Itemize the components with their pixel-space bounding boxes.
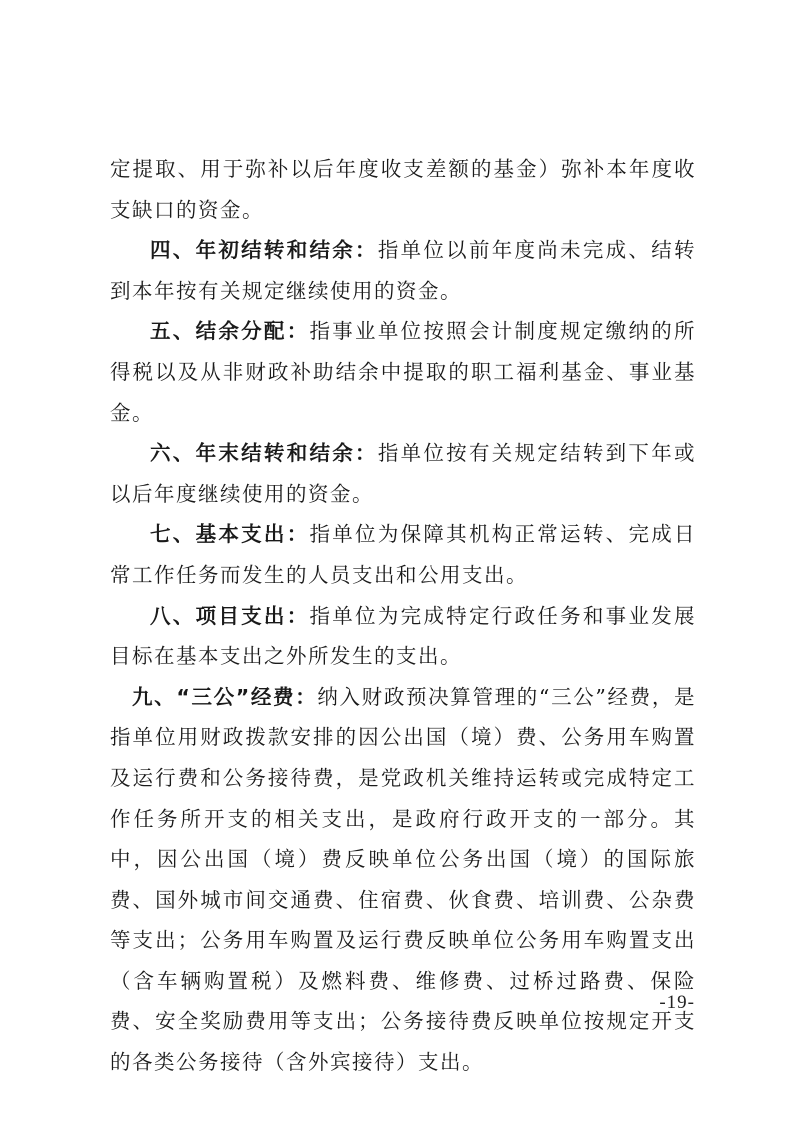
page-number: -19- xyxy=(659,992,695,1013)
body-text xyxy=(110,149,696,1083)
paragraph-three-public-expenses xyxy=(110,677,696,1083)
paragraph-project-expenditure xyxy=(110,596,696,677)
paragraph-text: 纳入财政预决算管理的“三公”经费，是指单位用财政拨款安排的因公出国（境）费、公务用车购置及运行费和公务接待费，是党政机关维持运转或完成特定工作任务所开支的相关支出，是政府行政开支的一部分。其中，因公出国（境）费反映单位公务出国（境）的国际旅费、国外城市间交通费、住宿费、伙食费、培训费、公杂费等支出；公务用车购置及运行费反映单位公务用车购置支出（含车辆购置税）及燃料费、维修费、过桥过路费、保险费、安全奖励费用等支出；公务接待费反映单位按规定开支的各类公务接待（含外宾接待）支出。 xyxy=(110,684,696,1075)
paragraph-text: 指单位为完成特定行政任务和事业发展目标在基本支出之外所发生的支出。 xyxy=(110,603,697,669)
paragraph-year-start-carryover xyxy=(110,230,696,311)
term-heading: 六、年末结转和结余： xyxy=(150,441,378,466)
term-heading: 八、项目支出： xyxy=(150,603,310,628)
term-heading: 五、结余分配： xyxy=(150,319,310,344)
paragraph-text: 定提取、用于弥补以后年度收支差额的基金）弥补本年度收支缺口的资金。 xyxy=(110,157,696,222)
paragraph-text: 指单位按有关规定结转到下年或以后年度继续使用的资金。 xyxy=(110,441,697,506)
paragraph-basic-expenditure xyxy=(110,514,696,595)
term-heading: 四、年初结转和结余： xyxy=(150,238,378,263)
paragraph-surplus-distribution xyxy=(110,311,696,433)
term-heading: 七、基本支出： xyxy=(150,522,310,547)
paragraph-text: 指事业单位按照会计制度规定缴纳的所得税以及从非财政补助结余中提取的职工福利基金、事业基金。 xyxy=(110,319,697,425)
paragraph-year-end-carryover xyxy=(110,433,696,514)
term-heading: 九、“三公”经费： xyxy=(132,684,318,709)
paragraph-text: 指单位以前年度尚未完成、结转到本年按有关规定继续使用的资金。 xyxy=(110,238,697,303)
paragraph-continuation xyxy=(110,149,696,230)
paragraph-text: 指单位为保障其机构正常运转、完成日常工作任务而发生的人员支出和公用支出。 xyxy=(110,522,697,587)
